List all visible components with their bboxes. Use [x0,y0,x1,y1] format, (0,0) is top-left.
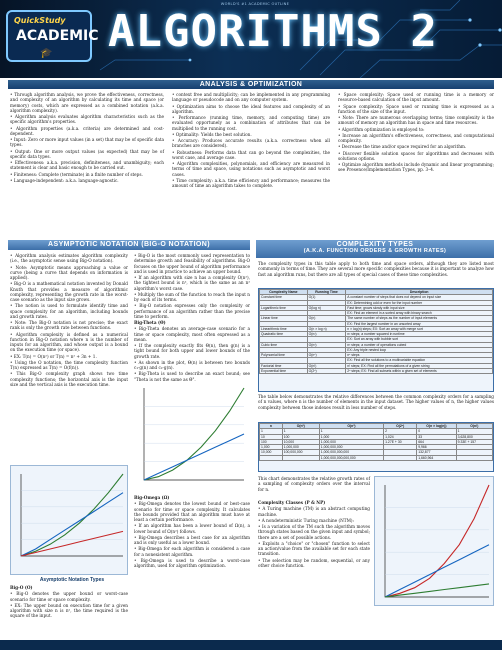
growth-rate-chart [375,477,495,607]
asymptotic-paragraph: • Algorithm complexity is defined as a numerical function in Big-O notation where n is the number of inputs for an algorithm, and whose output is a bound on the execution time (or space). [10,331,128,353]
complexity-cell: A constant number of steps that does not depend on input size [346,295,493,300]
table-note: The table below demonstrates the relative differences between the common complexity orders for a sampling of n values, where n is the number of elements in the input dataset. The higher values of n, the higher values complexity between those indexes result in less number of steps. [258,394,494,410]
classes-paragraph: • A Turing machine (TM) is an abstract computing machine. [258,506,370,517]
big-theta-graph [134,380,250,490]
big-omega-paragraph: • Big-Omega denotes the lowest bound or best-case scenario for time or space complexity. It calculates the bounds provided that an algorithm must have at least a certain performance. [134,501,250,522]
complexity-cell: O(log n) [307,305,346,310]
growth-cell: 664 [417,439,456,444]
analysis-paragraph: • Input: Zero or more input values (in a set) that may be of specific data types. [10,137,164,148]
asymptotic-chart-series-line [21,493,123,556]
growth-header-cell: O(n³) [319,424,383,429]
growth-cell: 1,000,000,000,000 [319,450,383,455]
classes-paragraph: • Exploits a "choice" or "chosen" function to select an action/value from the available set for each state transition. [258,540,370,557]
complexity-cell: O(n²) [307,332,346,337]
complexity-cell: The same number of steps as the number of input elements [346,316,493,321]
classes-paragraph: • A nondeterministic Turing machine (NTM): [258,517,354,523]
growth-cell: 33 [417,434,456,439]
asymptotic-column-1 [10,253,128,463]
growth-row [260,455,493,460]
big-theta-heading: Big-Theta (Θ) [134,320,166,325]
big-omega-paragraph: • Big-Omega is used to describe a worst-case algorithm, used for algorithm optimization. [134,557,250,568]
complexity-cell: Polynomial time [260,353,308,358]
analysis-paragraph: • Optimization aims to choose the ideal features and complexity of an algorithm. [172,103,330,114]
complexity-cell: Logarithmic time [260,305,308,310]
growth-cell: 100 [282,434,319,439]
complexity-cell: O(nᶜ) [307,353,346,358]
big-o-paragraph: • Big-O denotes the upper bound or worst-case scenario for time or space complexity. [10,591,128,602]
asymptotic-paragraph: • The notion is used to formulate identify time and space complexity for an algorithm, including bounds and growth rates. [10,303,128,319]
growth-cell: 100 [260,439,283,444]
growth-cell: 1,000 [319,434,383,439]
analysis-column-2 [172,92,330,238]
asymptotic-paragraph: • Note: The Big-O notation is not precise; the exact rank is only the growth rate between functions. [10,320,128,331]
analysis-paragraph: • Space complexity: Space used or running time is expressed as a function of the size of the input. [338,103,494,114]
growth-table [258,422,494,472]
growth-cell: 1,000 [260,445,283,450]
analysis-paragraph: • Output: One or more output values (as expected) that may be of specific data types. [10,148,164,159]
growth-header-cell: O(n × log(n)) [417,424,456,429]
growth-cell: 1 [260,429,283,434]
complexity-cell: Exponential time [260,368,308,373]
complexity-cell: EX: Find the largest number in an unsorted array [346,321,493,326]
complexity-cell: O(n³) [307,342,346,347]
asymptotic-types-chart [11,466,129,566]
complexity-cell: n × log(n) steps; EX: Sort an array with merge sort [346,326,493,331]
complexity-cell: Linear time [260,316,308,321]
logo-brand: QuickStudy [14,16,66,25]
growth-cell: 10,000 [260,450,283,455]
analysis-paragraph: • Algorithm complexities, polynomials, and efficiency are measured in terms of time and space, using notations such as asymptotic and worst cases. [172,161,330,177]
growth-chart-series-line [385,485,489,597]
complexity-header-cell: Complexity Name [260,290,308,295]
analysis-column-3 [338,92,494,238]
asymptotic-chart-series-line [21,531,123,556]
growth-header-cell: O(n²) [282,424,319,429]
growth-cell: 1,000,000 [282,445,319,450]
complexity-cell: O(n!) [307,363,346,368]
complexity-cell: O(1) [307,295,346,300]
asymptotic-paragraph: • Big-O is the most commonly used representation to determine growth and feasibility of algorithms. Big-O focuses on the upper bound of algorithm performance and is used in practice to achieve an upper bound. [134,253,250,274]
complexity-heading [256,240,494,258]
quickstudy-logo [6,10,99,62]
growth-cell: 1 [456,429,492,434]
growth-cell: 9,966 [417,445,456,450]
asymptotic-paragraph: • Big-O is a mathematical notation invented by Donald Knuth that provides a measure of algorithmic complexity, representing the growth rate in the worst-case scenario as the input size grows. [10,281,128,302]
analysis-paragraph: • Increase an algorithm's effectiveness, correctness, and computational complexity. [338,132,494,143]
big-theta-paragraph: • If the complexity exactly fits Θ(n), then g(n) is a tight bound for both upper and lower bounds of the growth rate. [134,343,250,359]
analysis-paragraph: • Algorithm analysis evaluates algorithm characteristics such as the specific algorithm's properties. [10,114,164,125]
growth-cell [282,455,319,460]
asymptotic-column-2 [134,253,250,382]
asymptotic-paragraph: • This Big-O complexity graph shows two time complexity functions; the horizontal axis is the input size and the vertical axis is the execution time. [10,371,128,387]
asymptotic-paragraph: • Multiply the sum of the function to reach the input n by each of its terms. [134,291,250,302]
footer-bar [0,640,502,650]
analysis-column-1 [10,92,164,238]
analysis-paragraph: • Robustness: Performs data that can go beyond the complexities, the worst case, and average case. [172,149,330,160]
growth-cell: 1,024 [384,434,417,439]
complexity-cell: Constant time [260,295,308,300]
analysis-paragraph: • Finiteness: Complete (terminate) in a finite number of steps. [10,171,143,177]
growth-table-grid [259,423,493,461]
asymptotic-heading: ASYMPTOTIC NOTATION (BIG-O NOTATION) [8,240,250,250]
big-theta-paragraph: • Big-Theta denotes an average-case scenario for a time or space complexity, most often expressed as a mean. [134,326,250,342]
growth-header-cell: O(n!) [456,424,492,429]
classes-paragraph: • Is a variation of the TM such the algorithm moves through states based on the given input and symbol; there are a set of possible actions. [258,524,370,540]
complexity-row [260,368,493,373]
complexity-header-cell: Running Time [307,290,346,295]
growth-cell: 3,628,800 [456,434,492,439]
complexity-cell: EX: Any triple nested loop [346,347,493,352]
growth-chart-series-line [385,545,489,597]
analysis-paragraph: • Effectiveness: a.k.a. precision, definiteness, and unambiguity; each statement is clear and basic enough to be carried out. [10,160,164,171]
analysis-paragraph: • Algorithm properties (a.k.a. criteria) are determined and cost-dependent. [10,125,164,136]
growth-cell: 1 [319,429,383,434]
big-theta-paragraph: • Big-Theta is used to describe an exact bound; see "Theta is not the same as Θ". [134,371,250,382]
growth-header-cell: O(2ⁿ) [384,424,417,429]
chart-intro: This chart demonstrates the relative growth rates of a sampling of complexity orders over the interval for n. [258,476,370,492]
analysis-paragraph: • context free and multiplicity; can be implemented in any programming language or pseudocode and on any computer system. [172,92,330,103]
growth-cell: 2 [384,429,417,434]
big-omega-paragraph: • Big-Omega for each algorithm is considered a case for a nonexistent algorithm. [134,546,250,557]
graduation-cap-icon: 🎓 [40,48,53,59]
growth-cell: 1.27E + 30 [384,439,417,444]
complexity-cell: n! steps; EX: Find all the permutations of a given string [346,363,493,368]
big-omega-paragraph: • If an algorithm has been a lower bound of Ω(n), a lower bound of Ω(n²) follows. [134,523,250,534]
big-theta-paragraph: • As shown in the plot, Θ(n) is between two bounds c₁·g(n) and c₂·g(n). [134,359,250,370]
analysis-paragraph: • Performance (running time, memory, and computing time) are evaluated opportunely as a combination of attributes that can be multiplied to the running cost. [172,115,330,131]
complexity-classes [258,500,370,638]
analysis-paragraph: • Note: There are numerous overlapping terms; time complexity is the amount of memory an algorithm has in space and time resources. [338,115,494,126]
analysis-heading: ANALYSIS & OPTIMIZATION [8,80,494,89]
logo-academic: ACADEMIC [16,28,99,44]
classes-paragraph: • The selection may be random, sequential, or any other choice function. [258,557,370,568]
growth-cell: 1,000,000,000 [319,445,383,450]
complexity-subtitle: (A.K.A. FUNCTION ORDERS & GROWTH RATES) [303,248,447,254]
growth-chart-axes [385,485,489,597]
growth-cell [260,455,283,460]
complexity-cell: EX: Find an element in a sorted array with binary search [346,311,493,316]
asymptotic-paragraph: • If an algorithm with size n has a complexity O(n²), the tightest bound is n², which is the same as an n² algorithm's worst case. [134,275,250,291]
asymptotic-paragraph: • Note: Asymptotic means approaching a value or curve (being a curve that depends on information is applied). [10,264,128,280]
growth-cell: 0 [417,429,456,434]
complexity-cell: EX: Find all the solutions to a multivariable equation [346,358,493,363]
theta-chart-series-line [144,434,244,480]
complexity-cell: 2ⁿ steps; EX: Find all subsets within a given set of elements [346,368,493,373]
growth-cell: 10,000 [282,439,319,444]
growth-cell: 9.33E + 157 [456,439,492,444]
growth-cell [456,455,492,460]
analysis-paragraph: • Space complexity: Space used or running time is a memory or resource-based calculation of the input amount. [338,92,494,103]
growth-cell: 10 [260,434,283,439]
header-banner [0,0,502,78]
complexity-cell: Quadratic time [260,332,308,337]
complexity-cell: n³ steps; a number of operations cubed [346,342,493,347]
complexity-cell: Cubic time [260,342,308,347]
asymptotic-paragraph: • Using the O notation, the time complexity function T(n) expressed as T(n) = O(f(n)). [10,359,128,370]
complexity-cell: O(n) [307,316,346,321]
analysis-paragraph: • Algorithm optimization is employed to: [338,126,425,132]
complexity-header-cell: Description [346,290,493,295]
complexity-cell: EX: Determining odd or even for the input number [346,300,493,305]
growth-cell: 100,000,000 [282,450,319,455]
complexity-intro: The complexity types in this table apply to both time and space orders, although they are listed most commonly in terms of time. They are several more specific complexities because it is important to analyze how fast an algorithm runs, but there are all types of special cases of these time complexities. [258,261,494,277]
analysis-paragraph: • Discover flexible solution spaces for algorithms and decreases with solutions options. [338,150,494,161]
analysis-paragraph: • Through algorithm analysis, we prove the effectiveness, correctness, and complexity of an algorithm by calculating its time and space (or memory) costs, which are expressed as a combined notation (a.k.a. algorithm complexity). [10,92,164,113]
page-title: ALGORITHMS 2 [108,6,438,57]
analysis-paragraph: • Decrease the time and/or space required for an algorithm. [338,144,467,150]
graph-caption: Asymptotic Notation Types [39,577,105,583]
asymptotic-paragraph: • EX: T(n) = O(n²) or T(n) = n² + 3n + 1. [10,353,97,359]
classes-heading: Complexity Classes (P & NP) [258,500,326,505]
growth-header-cell: n [260,424,283,429]
complexity-cell: O(n × log n) [307,326,346,331]
theta-chart-series-line [144,388,244,480]
theta-chart-axes [144,388,244,480]
complexity-cell: EX: Sort an array with bubble sort [346,337,493,342]
complexity-cell: nᶜ steps [346,353,493,358]
big-omega-section [134,495,250,639]
tagline: WORLD'S #1 ACADEMIC OUTLINE [220,2,290,6]
growth-cell: 1 [282,429,319,434]
growth-rate-graph [374,476,494,606]
analysis-paragraph: • Optimize algorithm methods include dynamic and linear programming; see Presence/Implementation Types, pp. 3–4. [338,162,494,173]
big-o-paragraph: • EX: The upper bound on execution time for a given algorithm with size n is n², the time required is the square of the input. [10,602,128,619]
big-o-section [10,585,128,639]
complexity-cell: n² steps; a number squared in runtime [346,332,493,337]
complexity-cell: Fast time; grows slowly with input size [346,305,493,310]
complexity-cell: Linearithmic time [260,326,308,331]
asymptotic-paragraph: • Big-O notation expresses only the complexity or performance of an algorithm rather than the precise time to perform. [134,303,250,319]
growth-cell: 132,877 [417,450,456,455]
complexity-cell: Factorial time [260,363,308,368]
big-theta-chart [134,380,250,490]
analysis-paragraph: • Optimality: Yields the best solution. [172,131,252,137]
big-omega-paragraph: • Big-Omega describes a best case for an algorithm and is only useful as a lower bound. [134,534,250,545]
growth-cell: 1,660,964 [417,455,456,460]
big-omega-heading: Big-Omega (Ω) [134,495,170,500]
growth-cell [384,455,417,460]
growth-cell: 1,000,000 [319,439,383,444]
complexity-title: COMPLEXITY TYPES [336,241,414,248]
complexity-table [258,288,494,392]
growth-cell: 1,000,000,000,000,000 [319,455,383,460]
asymptotic-paragraph: • Algorithm analysis estimates algorithm complexity (i.e., the asymptotic sense using Big-O notation). [10,253,128,264]
big-o-heading: Big-O (O) [10,585,33,590]
analysis-paragraph: • Time complexity: a.k.a. time efficiency and performance; measures the amount of time an algorithm takes to complete. [172,177,330,188]
asymptotic-types-graph [10,465,128,575]
analysis-paragraph: • Accuracy: Produces accurate results (a.k.a. correctness when all branches are considered). [172,138,330,149]
complexity-table-grid [259,289,493,374]
analysis-paragraph: • Language-independent: a.k.a. language-agnostic. [10,177,119,183]
growth-chart-series-line [385,584,489,597]
complexity-cell: O(2ⁿ) [307,368,346,373]
